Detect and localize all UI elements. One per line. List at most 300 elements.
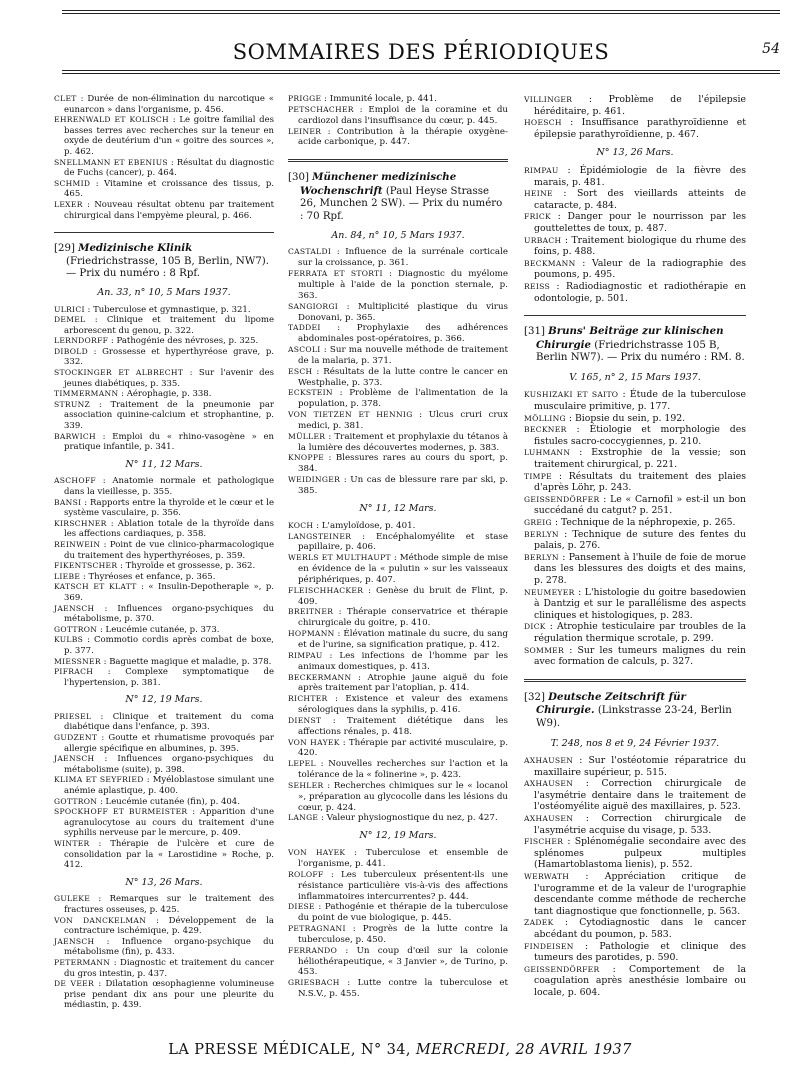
article-entry: LUHMANN : Exstrophie de la vessie; son traitement chirurgical, p. 221. [524,447,747,471]
article-title: Un cas de blessure rare par ski, p. 385. [298,475,508,496]
issue-heading: T. 248, nos 8 et 9, 24 Février 1937. [550,737,720,749]
article-entry: RIMPAU : Les infections de l'homme par les animaux domestiques, p. 413. [288,650,508,672]
article-title: Durée de non-élimination du narcotique « eunarcon » dans l'organisme, p. 456. [64,94,274,115]
article-author: KATSCH ET KLATT [54,582,137,592]
article-title: Sur l'avenir des jeunes diabétiques, p. 335. [64,368,274,389]
article-title: Aérophagie, p. 338. [126,389,212,400]
article-entry: AXHAUSEN : Correction chirurgicale de l'asymétrie acquise du visage, p. 533. [524,813,746,836]
article-entry: AXHAUSEN : Sur l'ostéotomie réparatrice du maxillaire supérieur, p. 515. [524,755,746,778]
article-author: DICK [524,622,546,632]
article-author: LANGSTEINER [288,531,352,541]
article-entry: KUSHIZAKI ET SAITO : Étude de la tuberculose musculaire primitive, p. 177. [524,389,747,413]
article-entry: RIMPAU : Épidémiologie de la fièvre des marais, p. 481. [524,164,746,188]
article-entry: FISCHER : Splénomégalie secondaire avec des splénomes pulpeux multiples (Hamartoblastoma lienis), p. 552. [524,836,746,871]
journal-heading [524,690,746,731]
article-author: PETSCHACHER [288,104,354,114]
article-title: Étiologie et morphologie des fistules sacro-coccygiennes, p. 210. [534,424,747,447]
article-author: KOCH [288,520,314,530]
article-author: STOCKINGER ET ALBRECHT [54,368,184,378]
article-title: Recherches chimiques sur le « locanol », préparation au glycocolle dans les lésions du cœur, p. 424. [298,780,509,813]
article-entry: GEISSENDÖRFER : Le « Carnofil » est-il un bon succédané du catgut? p. 251. [524,493,746,517]
article-title: Anatomie normale et pathologique dans la vieillesse, p. 355. [64,476,274,497]
issue-heading: An. 84, n° 10, 5 Mars 1937. [331,229,465,241]
article-title: Cytodiagnostic dans le cancer abcédant du poumon, p. 583. [534,917,747,940]
article-author: HOESCH [524,118,562,128]
article-title: Emploi de la coramine et du cardiozol dans l'insuffisance du cœur, p. 445. [298,104,508,126]
article-title: Immunité locale, p. 441. [329,94,437,104]
article-title: Sur ma nouvelle méthode de traitement de la malaria, p. 371. [298,345,508,366]
article-title: Biopsie du sein, p. 192. [574,412,686,424]
article-title: Résultats de la lutte contre le cancer en Westphalie, p. 373. [298,366,508,388]
article-entry: MÖLLING : Biopsie du sein, p. 192. [524,412,686,424]
journal-heading [524,325,746,365]
article-title: Technique de suture des fentes du palais, p. 276. [534,528,746,552]
article-author: PRIGGE [288,94,322,103]
article-title: Blessures rares au cours du sport, p. 384. [298,453,508,475]
article-entry: FERRATA ET STORTI : Diagnostic du myélome multiple à l'aide de la ponction sternale, p. 363. [288,269,508,301]
article-entry: MIESSNER : Baguette magique et maladie, p. 378. [54,656,272,667]
article-author: TIMPE [524,471,552,481]
article-author: SCHMID [54,178,91,188]
journal-title: Medizinische Klinik [78,242,193,255]
article-entry: AXHAUSEN : Correction chirurgicale de l'asymétrie dentaire dans le traitement de l'ostéomyélite aiguë des maxillaires, p. 523. [524,778,746,813]
article-entry: URBACH : Traitement biologique du rhume des foins, p. 488. [524,234,746,258]
article-entry: TIMMERMANN : Aérophagie, p. 338. [54,389,212,400]
article-author: VON TIETZEN ET HENNIG [288,410,413,420]
article-entry: JAENSCH : Influence organo-psychique du métabolisme (fin), p. 433. [54,936,274,958]
article-title: Emploi du « rhino-vasogène » en pratique infantile, p. 341. [64,431,274,453]
article-author: VON DANCKELMAN [54,915,147,925]
article-author: AXHAUSEN [524,814,574,824]
article-entry: ZADEK : Cytodiagnostic dans le cancer abcédant du poumon, p. 583. [524,917,747,940]
article-entry: SNELLMANN ET EBENIUS : Résultat du diagnostic de Fuchs (cancer), p. 464. [54,157,274,179]
column-3 [524,94,746,999]
article-title: Appréciation critique de l'urogramme et de la valeur de l'urographie descendante comme méthode de recherche tant diagnostique que fonctionnelle, p. 563. [534,871,747,917]
issue-heading: N° 13, 26 Mars. [596,147,674,159]
article-title: Prophylaxie des adhérences abdominales post-opératoires, p. 366. [298,323,508,345]
article-author: FISCHER [524,837,564,847]
article-entry: PIFRACH : Complexe symptomatique de l'hypertension, p. 381. [54,667,274,688]
article-author: ULRICI [54,304,85,314]
article-entry: GOTTRON : Leucémie cutanée (fin), p. 404. [54,796,240,807]
article-title: Nouvelles recherches sur l'action et la tolérance de la « folinerine », p. 423. [298,759,509,781]
article-author: RIMPAU [524,165,559,175]
article-title: Rapports entre la thyroïde et le cœur et le système vasculaire, p. 356. [64,497,274,519]
article-title: Clinique et traitement du coma diabétique dans l'enfance, p. 393. [64,711,274,733]
article-author: BERLYN [524,552,559,562]
article-title: Traitement diététique dans les affections rénales, p. 418. [298,715,509,737]
article-title: Le « Carnofil » est-il un bon succédané du catgut? p. 251. [534,493,746,517]
issue-heading: N° 13, 26 Mars. [125,876,203,888]
article-author: VON HAYEK [288,848,346,858]
section-divider [54,232,274,233]
article-entry: DICK : Atrophie testiculaire par troubles de la régulation thermique scrotale, p. 299. [524,621,746,644]
journal-title: Münchener medizinische Wochenschrift [300,171,457,197]
article-title: Complexe symptomatique de l'hypertension, p. 381. [64,667,274,688]
article-author: FLEISCHHACKER [288,585,364,595]
article-entry: DEMEL : Clinique et traitement du lipome arborescent du genou, p. 322. [54,315,274,336]
article-entry: BREITNER : Thérapie conservatrice et thérapie chirurgicale du goitre, p. 410. [288,607,509,629]
article-author: AXHAUSEN [524,779,574,789]
article-title: Tuberculose et gymnastique, p. 321. [93,304,251,315]
article-entry: BECKNER : Étiologie et morphologie des fistules sacro-coccygiennes, p. 210. [524,424,747,447]
article-author: REISS [524,281,551,291]
article-author: ROLOFF [288,869,324,879]
article-author: KIRSCHNER [54,518,107,528]
article-author: SANGIORGI [288,301,339,311]
article-author: GEISSENDÖRFER [524,494,600,504]
issue-heading: N° 11, 12 Mars. [359,502,437,514]
article-title: Thérapie par activité musculaire, p. 420. [298,737,508,759]
article-entry: BECKMANN : Valeur de la radiographie des poumons, p. 495. [524,257,747,281]
article-title: Le goitre familial des basses terres avec recherches sur la teneur en oxyde de deutérium d'un « goitre des sources », p. 462. [64,115,275,157]
journal-number: [29] [54,243,75,255]
issue-heading: N° 12, 19 Mars. [125,694,203,706]
article-entry: GRIESBACH : Lutte contre la tuberculose et N.S.V., p. 455. [288,978,508,1000]
article-author: LEXER [54,199,83,209]
footer-publication: LA PRESSE MÉDICALE, [168,1042,356,1058]
article-title: Influence organo-psychique du métabolisme (fin), p. 433. [64,936,274,958]
issue-heading: V. 165, n° 2, 15 Mars 1937. [569,371,701,383]
article-entry: FRICK : Danger pour le nourrisson par les gouttelettes de toux, p. 487. [524,211,747,234]
article-title: Apparition d'une agranulocytose au cours du traitement d'une syphilis nerveuse par le mercure, p. 409. [64,807,274,839]
article-entry: ASCOLI : Sur ma nouvelle méthode de traitement de la malaria, p. 371. [288,345,508,366]
article-title: Pansement à l'huile de foie de morue dans les blessures des doigts et des mains, p. 278. [534,551,746,586]
article-title: Sur l'ostéotomie réparatrice du maxillaire supérieur, p. 515. [534,755,746,778]
article-entry: ROLOFF : Les tuberculeux présentent-ils une résistance particulière vis-à-vis des affections inflammatoires intercurrentes? p. 444. [288,869,508,902]
article-author: EHRENWALD ET KOLISCH [54,115,169,125]
article-title: Multiplicité plastique du virus Donovani, p. 365. [298,301,509,323]
footer-issue-number: N° 34, [360,1042,411,1058]
article-entry: STOCKINGER ET ALBRECHT : Sur l'avenir des jeunes diabétiques, p. 335. [54,368,274,389]
article-author: LEPEL [288,759,316,769]
article-entry: VILLINGER : Problème de l'épilepsie héréditaire, p. 461. [524,94,746,117]
article-author: TADDEI [288,323,321,333]
article-entry: MÜLLER : Traitement et prophylaxie du tétanos à la lumière des découvertes modernes, p. 383. [288,431,508,453]
article-author: SOMMER [524,645,565,655]
article-author: GREIG [524,518,552,527]
article-author: WERWATH [524,872,570,882]
article-author: FINDEISEN [524,941,574,951]
article-title: Résultats du traitement des plaies d'après Löhr, p. 243. [534,470,746,494]
article-author: CLET [54,94,77,103]
article-entry: PETRAGNANI : Progrès de la lutte contre la tuberculose, p. 450. [288,924,508,945]
issue-heading: N° 11, 12 Mars. [125,458,203,470]
article-entry: DIBOLD : Grossesse et hyperthyréose grave, p. 332. [54,346,274,368]
article-author: RICHTER [288,694,328,704]
article-title: Problème de l'épilepsie héréditaire, p. 461. [534,94,746,117]
article-title: Un coup d'œil sur la colonie héliothérapeutique, « 3 Janvier », de Turino, p. 453. [298,945,509,978]
article-author: DIENST [288,715,322,725]
article-author: ZADEK [524,918,554,928]
journal-heading [54,242,274,281]
article-entry: GREIG : Technique de la néphropexie, p. 265. [524,517,736,528]
article-author: BREITNER [288,607,334,617]
article-author: BERLYN [524,529,559,539]
article-entry: LANGE : Valeur physiognostique du nez, p. 427. [288,813,498,824]
article-author: KNOPPE [288,453,325,463]
footer-date: 28 AVRIL 1937 [515,1042,632,1058]
article-title: Nouveau résultat obtenu par traitement chirurgical dans l'empyème pleural, p. 466. [64,199,274,221]
article-title: Tuberculose et ensemble de l'organisme, p. 441. [298,848,508,869]
article-author: LERNDORFF [54,336,109,346]
article-entry: BECKERMANN : Atrophie jaune aiguë du foie après traitement par l'atoplian, p. 414. [288,672,508,694]
article-title: Genèse du bruit de Flint, p. 409. [298,585,508,607]
article-author: URBACH [524,235,562,245]
article-author: SEHLER [288,780,324,790]
article-author: BECKERMANN [288,672,352,682]
article-author: BARWICH [54,431,96,441]
article-title: Influences organo-psychiques du métabolisme, p. 370. [64,603,274,625]
article-entry: ULRICI : Tuberculose et gymnastique, p. 321. [54,304,251,315]
article-entry: KIRSCHNER : Ablation totale de la thyroïde dans les affections cardiaques, p. 358. [54,518,274,540]
article-title: Ablation totale de la thyroïde dans les affections cardiaques, p. 358. [64,518,274,540]
article-title: Contribution à la thérapie oxygène-acide carbonique, p. 447. [298,126,508,148]
article-author: ASCHOFF [54,476,96,486]
article-author: GUDZENT [54,733,98,743]
article-entry: SANGIORGI : Multiplicité plastique du virus Donovani, p. 365. [288,301,509,323]
article-entry: HEINE : Sort des vieillards atteints de cataracte, p. 484. [524,188,746,211]
article-author: PIFRACH [54,667,94,677]
article-entry: PRIESEL : Clinique et traitement du coma diabétique dans l'enfance, p. 393. [54,711,274,733]
section-divider [288,159,508,162]
article-entry: GUDZENT : Goutte et rhumatisme provoqués par allergie spécifique en albumines, p. 395. [54,733,274,754]
article-author: BECKNER [524,425,567,435]
article-entry: HOPMANN : Élévation matinale du sucre, du sang et de l'urine, sa signification pratique, p. 412. [288,629,509,650]
article-author: KLIMA ET SEYFRIED [54,775,144,785]
article-entry: DIESE : Pathogénie et thérapie de la tuberculose du point de vue biologique, p. 445. [288,902,508,924]
article-author: GULEKE [54,894,91,904]
article-author: DIBOLD [54,346,88,356]
article-title: Lutte contre la tuberculose et N.S.V., p. 455. [298,978,508,1000]
article-title: Progrès de la lutte contre la tuberculose, p. 450. [298,924,508,945]
article-title: Atrophie testiculaire par troubles de la régulation thermique scrotale, p. 299. [534,621,746,644]
page-number: 54 [762,41,780,57]
article-entry: WERLS ET MULTHAUPT : Méthode simple de mise en évidence de la « pulutin » sur les vaisseaux périphériques, p. 407. [288,553,508,585]
article-title: Correction chirurgicale de l'asymétrie dentaire dans le traitement de l'ostéomyélite aiguë des maxillaires, p. 523. [534,778,746,813]
article-entry: JAENSCH : Influences organo-psychiques du métabolisme, p. 370. [54,603,274,625]
page-header [62,10,780,70]
article-entry: WEIDINGER : Un cas de blessure rare par ski, p. 385. [288,475,508,496]
article-author: DE VEER [54,979,95,989]
article-entry: LEXER : Nouveau résultat obtenu par traitement chirurgical dans l'empyème pleural, p. 466. [54,199,274,221]
footer-day: MERCREDI, [415,1042,511,1058]
page-title: SOMMAIRES DES PÉRIODIQUES [232,40,610,64]
article-title: Traitement et prophylaxie du tétanos à la lumière des découvertes modernes, p. 383. [298,431,508,453]
article-entry: VON HAYEK : Thérapie par activité musculaire, p. 420. [288,737,508,759]
article-entry: ECKSTEIN : Problème de l'alimentation de la population, p. 378. [288,388,509,410]
article-author: JAENSCH [54,754,95,764]
article-entry: BANSI : Rapports entre la thyroïde et le cœur et le système vasculaire, p. 356. [54,497,274,519]
article-title: Valeur de la radiographie des poumons, p. 495. [534,257,747,281]
article-entry: TIMPE : Résultats du traitement des plaies d'après Löhr, p. 243. [524,470,746,494]
article-author: MÜLLER [288,431,326,441]
article-entry: NEUMEYER : L'histologie du goitre basedowien à Dantzig et sur le parallélisme des aspects cliniques et histologiques, p. 283. [524,586,746,621]
article-author: GEISSENDÖRFER [524,964,600,974]
article-entry: PRIGGE : Immunité locale, p. 441. [288,94,437,104]
article-author: VON HAYEK [288,737,340,747]
article-author: HEINE [524,189,553,199]
article-title: L'histologie du goitre basedowien à Dantzig et sur le parallélisme des aspects cliniques et histologiques, p. 283. [534,586,746,621]
article-title: Élévation matinale du sucre, du sang et de l'urine, sa signification pratique, p. 412. [298,629,509,650]
article-title: Comportement de la coagulation après anesthésie lombaire ou locale, p. 604. [534,963,746,998]
article-author: ASCOLI [288,345,321,355]
article-title: Épidémiologie de la fièvre des marais, p. 481. [534,164,746,188]
article-entry: LANGSTEINER : Encéphalomyélite et stase papillaire, p. 406. [288,531,508,553]
article-author: SPOCKHOFF ET BURMEISTER [54,807,188,817]
journal-address: (Linkstrasse 23-24, Berlin W9). [536,705,732,729]
article-title: Vitamine et croissance des tissus, p. 465. [64,178,274,200]
article-author: BANSI [54,497,82,507]
article-entry: RICHTER : Existence et valeur des examens sérologiques dans la syphilis, p. 416. [288,694,509,716]
article-title: Pathogénie et thérapie de la tuberculose du point de vue biologique, p. 445. [298,902,508,924]
article-title: Myéloblastose simulant une anémie aplastique, p. 400. [64,775,275,797]
article-title: Insuffisance parathyroïdienne et épilepsie parathyroïdienne, p. 467. [534,117,746,140]
header-rule-top [62,10,780,11]
article-entry: BERLYN : Technique de suture des fentes du palais, p. 276. [524,528,746,552]
article-title: Diagnostic et traitement du cancer du gros intestin, p. 437. [64,957,274,979]
article-title: Atrophie jaune aiguë du foie après traitement par l'atoplian, p. 414. [298,672,508,694]
article-entry: KULBS : Commotio cordis après combat de boxe, p. 377. [54,635,274,656]
article-entry: SEHLER : Recherches chimiques sur le « locanol », préparation au glycocolle dans les lésions du cœur, p. 424. [288,780,509,813]
article-title: Problème de l'alimentation de la population, p. 378. [298,388,509,410]
article-author: PETERMANN [54,957,111,967]
article-entry: FLEISCHHACKER : Genèse du bruit de Flint, p. 409. [288,585,508,607]
article-author: PETRAGNANI [288,924,346,934]
article-entry: REINWEIN : Point de vue clinico-pharmacologique du traitement des hyperthyréoses, p. 359. [54,539,274,561]
article-entry: PETERMANN : Diagnostic et traitement du cancer du gros intestin, p. 437. [54,957,274,979]
article-author: FERRATA ET STORTI [288,269,383,279]
article-entry: BARWICH : Emploi du « rhino-vasogène » en pratique infantile, p. 341. [54,431,274,453]
article-title: Pathogénie des névroses, p. 325. [116,336,259,347]
article-entry: BERLYN : Pansement à l'huile de foie de morue dans les blessures des doigts et des mains, p. 278. [524,551,746,586]
issue-heading: An. 33, n° 10, 5 Mars 1937. [97,286,231,298]
article-entry: LIEBE : Thyréoses et enfance, p. 365. [54,571,216,582]
article-author: PRIESEL [54,711,92,721]
article-author: DIESE [288,902,315,912]
article-entry: TADDEI : Prophylaxie des adhérences abdominales post-opératoires, p. 366. [288,323,508,345]
article-entry: STRUNZ : Traitement de la pneumonie par association quinine-calcium et strophantine, p. 339. [54,399,274,432]
article-entry: LERNDORFF : Pathogénie des névroses, p. 325. [54,336,259,347]
header-rule-bottom-2 [62,73,780,74]
article-title: Goutte et rhumatisme provoqués par allergie spécifique en albumines, p. 395. [64,733,274,754]
article-title: L'amyloïdose, p. 401. [321,520,416,531]
column-1 [54,94,274,1011]
article-entry: ASCHOFF : Anatomie normale et pathologique dans la vieillesse, p. 355. [54,476,274,497]
article-title: Technique de la néphropexie, p. 265. [560,517,736,528]
article-title: Commotio cordis après combat de boxe, p. 377. [64,635,274,656]
article-author: STRUNZ [54,399,91,409]
article-entry: KNOPPE : Blessures rares au cours du sport, p. 384. [288,453,508,475]
article-entry: VON DANCKELMAN : Développement de la contracture ischémique, p. 429. [54,915,274,937]
article-title: Thyroïde et grossesse, p. 362. [125,561,256,572]
article-title: Méthode simple de mise en évidence de la « pulutin » sur les vaisseaux périphériques, p. 407. [298,553,508,585]
article-title: Exstrophie de la vessie; son traitement chirurgical, p. 221. [534,447,747,471]
section-divider [524,679,746,682]
article-title: Encéphalomyélite et stase papillaire, p. 406. [298,531,508,553]
article-title: Existence et valeur des examens sérologiques dans la syphilis, p. 416. [298,694,509,716]
article-title: « Insulin-Depotheraple », p. 369. [64,582,274,603]
article-title: Les tuberculeux présentent-ils une résistance particulière vis-à-vis des affections inflammatoires intercurrentes? p. 444. [298,869,508,902]
article-entry: GEISSENDÖRFER : Comportement de la coagulation après anesthésie lombaire ou locale, p. 604. [524,963,746,998]
article-title: Diagnostic du myélome multiple à l'aide de la ponction sternale, p. 363. [298,269,508,301]
article-entry: WINTER : Thérapie de l'ulcère et cure de consolidation par la « Larostidine » Roche, p. 412. [54,839,274,871]
article-author: FERRANDO [288,945,338,955]
article-entry: DE VEER : Dilatation œsophagienne volumineuse prise pendant dix ans pour une pleurite du médiastin, p. 439. [54,979,274,1011]
article-title: Traitement biologique du rhume des foins, p. 488. [534,234,746,258]
article-author: ESCH [288,366,313,376]
article-author: REINWEIN [54,539,101,549]
article-author: WERLS ET MULTHAUPT [288,553,391,563]
article-author: FRICK [524,212,551,222]
article-title: Point de vue clinico-pharmacologique du traitement des hyperthyréoses, p. 359. [64,539,274,561]
journal-heading [288,171,508,223]
journal-address: (Friedrichstrasse 105 B, Berlin NW7). — Prix du numéro : RM. 8. [536,339,745,364]
article-title: Dilatation œsophagienne volumineuse prise pendant dix ans pour une pleurite du médiastin, p. 439. [64,979,274,1011]
article-title: Correction chirurgicale de l'asymétrie acquise du visage, p. 533. [534,813,746,836]
section-divider [524,315,746,316]
article-title: Radiodiagnostic et radiothérapie en odontologie, p. 501. [534,280,746,304]
article-title: Leucémie cutanée, p. 373. [105,624,220,635]
article-entry: EHRENWALD ET KOLISCH : Le goitre familial des basses terres avec recherches sur la teneur en oxyde de deutérium d'un « goitre des sources », p. 462. [54,115,275,157]
journal-address: (Friedrichstrasse, 105 B, Berlin, NW7). — Prix du numéro : 8 Rpf. [66,255,270,280]
article-author: JAENSCH [54,936,95,946]
journal-title: Bruns' Beiträge zur klinischen Chirurgie [536,325,724,351]
article-entry: SPOCKHOFF ET BURMEISTER : Apparition d'une agranulocytose au cours du traitement d'une syphilis nerveuse par le mercure, p. 409. [54,807,274,839]
article-author: SNELLMANN ET EBENIUS [54,157,168,167]
article-title: Clinique et traitement du lipome arborescent du genou, p. 322. [64,315,274,336]
article-author: MIESSNER [54,656,101,666]
issue-heading: N° 12, 19 Mars. [359,830,437,842]
article-title: Valeur physiognostique du nez, p. 427. [326,813,498,824]
article-title: Thyréoses et enfance, p. 365. [88,571,216,582]
article-title: Grossesse et hyperthyréose grave, p. 332. [64,346,274,368]
article-author: GRIESBACH [288,978,340,988]
article-entry: SCHMID : Vitamine et croissance des tissus, p. 465. [54,178,274,200]
article-entry: CLET : Durée de non-élimination du narcotique « eunarcon » dans l'organisme, p. 456. [54,94,274,115]
article-author: RIMPAU [288,650,323,660]
article-author: MÖLLING [524,413,566,423]
article-entry: PETSCHACHER : Emploi de la coramine et du cardiozol dans l'insuffisance du cœur, p. 445. [288,104,508,126]
article-title: Influences organo-psychiques du métabolisme (suite), p. 398. [64,754,274,775]
article-author: CASTALDI [288,247,332,257]
article-entry: HOESCH : Insuffisance parathyroïdienne et épilepsie parathyroïdienne, p. 467. [524,117,746,140]
article-entry: VON TIETZEN ET HENNIG : Ulcus cruri crux medici, p. 381. [288,410,508,431]
article-author: LEINER [288,126,322,136]
article-entry: LEPEL : Nouvelles recherches sur l'action et la tolérance de la « folinerine », p. 423. [288,759,509,781]
article-entry: KATSCH ET KLATT : « Insulin-Depotheraple », p. 369. [54,582,274,603]
article-title: Développement de la contracture ischémique, p. 429. [64,915,274,937]
journal-title: Deutsche Zeitschrift für Chirurgie. [536,690,686,717]
article-title: Étude de la tuberculose musculaire primitive, p. 177. [534,389,747,413]
article-entry: FIKENTSCHER : Thyroïde et grossesse, p. 362. [54,561,256,572]
article-title: Ulcus cruri crux medici, p. 381. [298,410,508,431]
article-entry: FINDEISEN : Pathologie et clinique des tumeurs des parotides, p. 590. [524,940,746,964]
article-author: HOPMANN [288,629,335,639]
article-title: Les infections de l'homme par les animaux domestiques, p. 413. [298,650,508,672]
journal-address: (Paul Heyse Strasse 26, Munchen 2 SW). — Prix du numéro : 70 Rpf. [300,185,503,222]
page-footer [0,1042,800,1058]
journal-number: [32] [524,691,545,703]
article-title: Thérapie de l'ulcère et cure de consolidation par la « Larostidine » Roche, p. 412. [64,839,274,871]
article-title: Résultat du diagnostic de Fuchs (cancer), p. 464. [64,157,274,179]
article-entry: VON HAYEK : Tuberculose et ensemble de l'organisme, p. 441. [288,848,508,869]
article-entry: CASTALDI : Influence de la surrénale corticale sur la croissance, p. 361. [288,247,508,269]
article-entry: JAENSCH : Influences organo-psychiques du métabolisme (suite), p. 398. [54,754,274,775]
article-title: Sort des vieillards atteints de cataracte, p. 484. [534,188,746,211]
article-title: Leucémie cutanée (fin), p. 404. [105,796,240,807]
article-title: Thérapie conservatrice et thérapie chirurgicale du goitre, p. 410. [298,607,509,629]
